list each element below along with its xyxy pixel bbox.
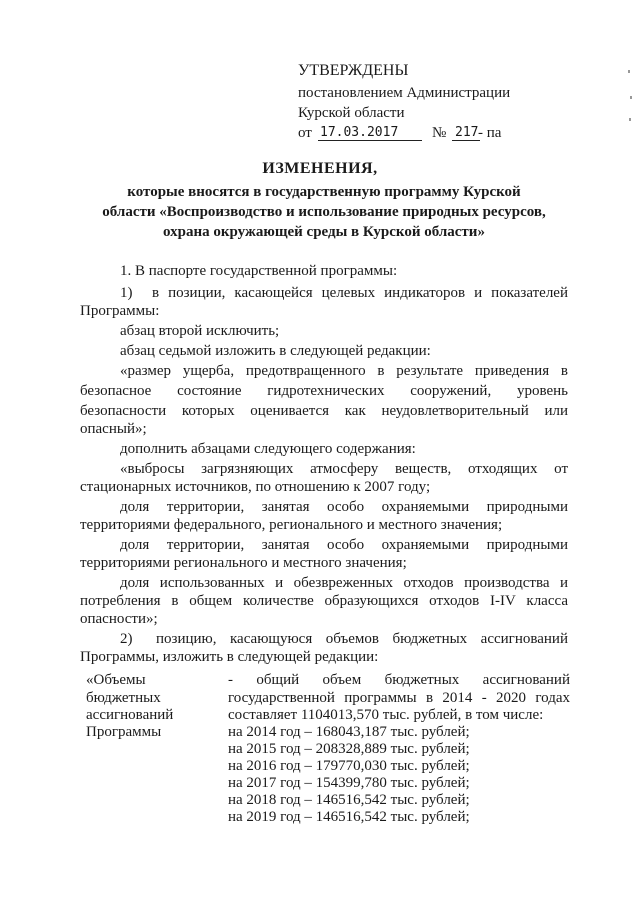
table-right-intro-2: государственной программы в 2014 - 2020 годах: [228, 690, 570, 706]
scan-speck: [628, 70, 630, 73]
table-year-2015: на 2015 год – 208328,889 тыс. рублей;: [228, 741, 470, 757]
table-left-line-3: ассигнований: [86, 707, 174, 723]
scan-speck: [630, 96, 632, 99]
table-year-2019: на 2019 год – 146516,542 тыс. рублей;: [228, 809, 470, 825]
quote-2-line-2: стационарных источников, по отношению к 2007 году;: [80, 479, 431, 495]
quote-1-line-4: опасный»;: [80, 421, 147, 437]
item-2-number: 2): [120, 631, 133, 647]
table-right-intro-1: - общий объем бюджетных ассигнований: [228, 672, 570, 688]
table-year-2017: на 2017 год – 154399,780 тыс. рублей;: [228, 775, 470, 791]
table-left-line-2: бюджетных: [86, 690, 161, 706]
table-left-line-1: «Объемы: [86, 672, 146, 688]
table-year-2018: на 2018 год – 146516,542 тыс. рублей;: [228, 792, 470, 808]
item-2-line-1: позицию, касающуюся объемов бюджетных ассигнований: [156, 631, 568, 647]
item-2-line-2: Программы, изложить в следующей редакции:: [80, 649, 379, 665]
title-line-1: которые вносятся в государственную программу Курской: [127, 184, 521, 200]
approval-heading: УТВЕРЖДЕНЫ: [298, 62, 409, 79]
title-line-3: охрана окружающей среды в Курской области»: [163, 224, 485, 240]
date-underline: [318, 140, 422, 141]
quote-4-line-1: доля территории, занятая особо охраняемыми природными: [120, 537, 568, 553]
approval-date: 17.03.2017: [320, 125, 399, 140]
quote-3-line-1: доля территории, занятая особо охраняемыми природными: [120, 499, 568, 515]
quote-5-line-1: доля использованных и обезвреженных отходов производства и: [120, 575, 568, 591]
approval-number-sign: №: [432, 125, 447, 141]
table-right-intro-3: составляет 1104013,570 тыс. рублей, в том числе:: [228, 707, 544, 723]
approval-line-2: Курской области: [298, 105, 405, 121]
table-left-line-4: Программы: [86, 724, 162, 740]
title-line-2: области «Воспроизводство и использование природных ресурсов,: [102, 204, 546, 220]
item-1-line-1: в позиции, касающейся целевых индикаторов и показателей: [152, 285, 568, 301]
table-year-2014: на 2014 год – 168043,187 тыс. рублей;: [228, 724, 470, 740]
paragraph-1: 1. В паспорте государственной программы:: [120, 263, 398, 279]
paragraph-3: абзац второй исключить;: [120, 323, 280, 339]
approval-from-prefix: от: [298, 125, 312, 141]
paragraph-4: абзац седьмой изложить в следующей редакции:: [120, 343, 431, 359]
quote-4-line-2: территориями регионального и местного значения;: [80, 555, 407, 571]
quote-1-line-2: безопасное состояние гидротехнических сооружений, уровень: [80, 383, 568, 399]
quote-2-line-1: «выбросы загрязняющих атмосферу веществ, отходящих от: [120, 461, 568, 477]
table-year-2016: на 2016 год – 179770,030 тыс. рублей;: [228, 758, 470, 774]
number-underline: [452, 140, 480, 141]
approval-number: 217: [455, 125, 479, 140]
approval-line-1: постановлением Администрации: [298, 85, 511, 101]
quote-5-line-2: потребления в общем количестве образующихся отходов I-IV класса: [80, 593, 568, 609]
paragraph-6: дополнить абзацами следующего содержания:: [120, 441, 416, 457]
quote-5-line-3: опасности»;: [80, 611, 158, 627]
quote-3-line-2: территориями федерального, регионального и местного значения;: [80, 517, 503, 533]
quote-1-line-3: безопасности которых оценивается как неудовлетворительный или: [80, 403, 568, 419]
item-1-line-2: Программы:: [80, 303, 160, 319]
quote-1-line-1: «размер ущерба, предотвращенного в результате приведения в: [120, 363, 568, 379]
document-title: ИЗМЕНЕНИЯ,: [262, 160, 378, 177]
item-1-number: 1): [120, 285, 133, 301]
scan-speck: [629, 118, 631, 121]
approval-number-suffix: - па: [478, 125, 502, 141]
